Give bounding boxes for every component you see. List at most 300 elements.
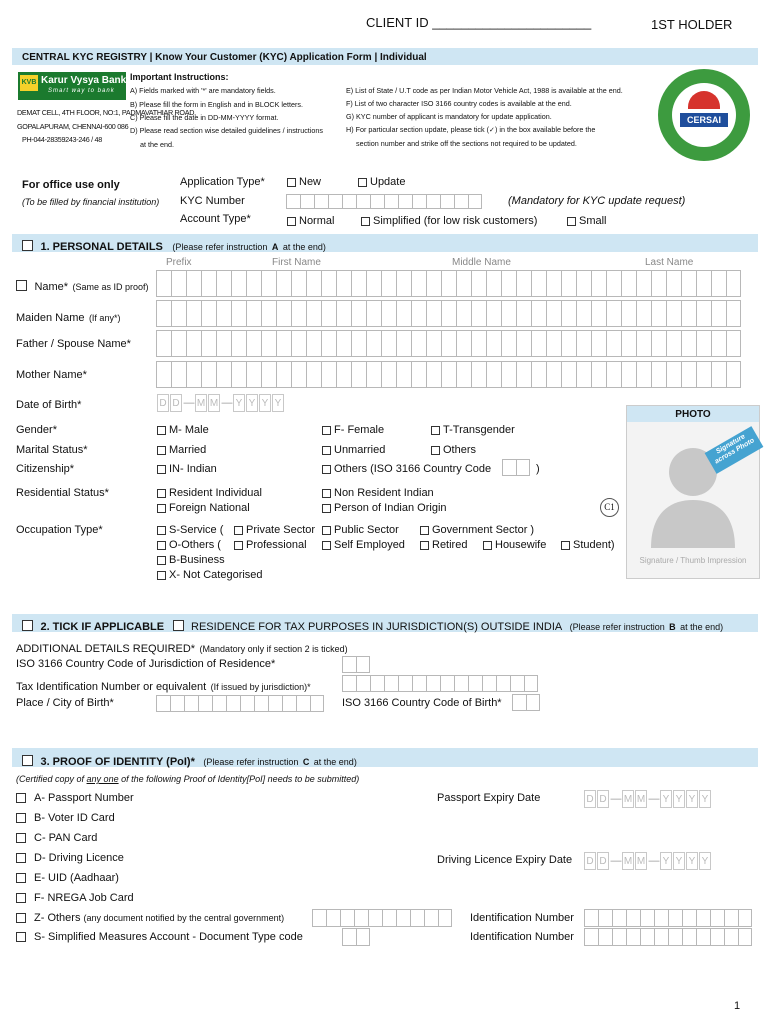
professional-checkbox[interactable] [234, 541, 243, 550]
char-box[interactable] [286, 194, 300, 209]
char-box[interactable] [381, 300, 396, 327]
poi-others[interactable] [16, 912, 284, 924]
char-box[interactable] [576, 300, 591, 327]
occ-govt[interactable] [420, 524, 534, 536]
char-box[interactable] [351, 300, 366, 327]
char-box[interactable] [621, 330, 636, 357]
char-box[interactable] [471, 330, 486, 357]
char-box[interactable] [651, 300, 666, 327]
char-box[interactable] [261, 330, 276, 357]
small-checkbox[interactable] [567, 217, 576, 226]
char-box[interactable] [598, 928, 612, 946]
mother-boxes[interactable] [156, 361, 741, 388]
pe-y3[interactable]: Y [686, 790, 698, 808]
char-box[interactable] [441, 361, 456, 388]
new-checkbox[interactable] [287, 178, 296, 187]
char-box[interactable] [651, 270, 666, 297]
char-box[interactable] [381, 330, 396, 357]
char-box[interactable] [668, 909, 682, 927]
char-box[interactable] [366, 300, 381, 327]
char-box[interactable] [306, 300, 321, 327]
res-pio[interactable] [322, 502, 447, 514]
char-box[interactable] [696, 300, 711, 327]
marital-married[interactable] [157, 444, 206, 456]
identification-number-2-boxes[interactable] [584, 928, 752, 946]
char-box[interactable] [312, 909, 326, 927]
char-box[interactable] [468, 194, 482, 209]
char-box[interactable] [681, 361, 696, 388]
business-checkbox[interactable] [157, 556, 166, 565]
char-box[interactable] [398, 675, 412, 692]
char-box[interactable] [501, 330, 516, 357]
char-box[interactable] [426, 361, 441, 388]
char-box[interactable] [636, 300, 651, 327]
section1-checkbox[interactable] [22, 240, 33, 251]
char-box[interactable] [666, 270, 681, 297]
char-box[interactable] [321, 270, 336, 297]
char-box[interactable] [201, 361, 216, 388]
char-box[interactable] [426, 194, 440, 209]
update-checkbox[interactable] [358, 178, 367, 187]
simplified-measures-checkbox[interactable] [16, 932, 26, 942]
app-type-new[interactable] [287, 176, 321, 188]
char-box[interactable] [696, 330, 711, 357]
pio-checkbox[interactable] [322, 504, 331, 513]
char-box[interactable] [546, 300, 561, 327]
student-checkbox[interactable] [561, 541, 570, 550]
char-box[interactable] [516, 361, 531, 388]
char-box[interactable] [516, 459, 530, 476]
char-box[interactable] [170, 695, 184, 712]
char-box[interactable] [666, 361, 681, 388]
char-box[interactable] [186, 300, 201, 327]
char-box[interactable] [396, 300, 411, 327]
poi-simplified[interactable] [16, 931, 303, 943]
char-box[interactable] [306, 361, 321, 388]
char-box[interactable] [738, 909, 752, 927]
occ-professional[interactable] [234, 539, 307, 551]
indian-checkbox[interactable] [157, 465, 166, 474]
char-box[interactable] [711, 300, 726, 327]
char-box[interactable] [156, 361, 171, 388]
occ-private[interactable] [234, 524, 315, 536]
app-type-update[interactable] [358, 176, 405, 188]
char-box[interactable] [336, 330, 351, 357]
char-box[interactable] [471, 300, 486, 327]
housewife-checkbox[interactable] [483, 541, 492, 550]
char-box[interactable] [336, 270, 351, 297]
char-box[interactable] [531, 361, 546, 388]
passport-checkbox[interactable] [16, 793, 26, 803]
char-box[interactable] [441, 330, 456, 357]
char-box[interactable] [342, 675, 356, 692]
char-box[interactable] [384, 194, 398, 209]
char-box[interactable] [412, 675, 426, 692]
char-box[interactable] [584, 909, 598, 927]
name-checkbox[interactable] [16, 280, 27, 291]
de-m2[interactable]: M [635, 852, 647, 870]
char-box[interactable] [681, 300, 696, 327]
char-box[interactable] [321, 361, 336, 388]
marital-unmarried[interactable] [322, 444, 385, 456]
char-box[interactable] [326, 909, 340, 927]
char-box[interactable] [426, 675, 440, 692]
char-box[interactable] [186, 361, 201, 388]
char-box[interactable] [291, 300, 306, 327]
char-box[interactable] [268, 695, 282, 712]
char-box[interactable] [666, 330, 681, 357]
section3-checkbox[interactable] [22, 755, 33, 766]
char-box[interactable] [171, 300, 186, 327]
char-box[interactable] [531, 270, 546, 297]
char-box[interactable] [681, 270, 696, 297]
char-box[interactable] [576, 330, 591, 357]
char-box[interactable] [591, 361, 606, 388]
de-d1[interactable]: D [584, 852, 596, 870]
char-box[interactable] [321, 330, 336, 357]
public-checkbox[interactable] [322, 526, 331, 535]
char-box[interactable] [426, 330, 441, 357]
char-box[interactable] [626, 928, 640, 946]
char-box[interactable] [561, 361, 576, 388]
char-box[interactable] [276, 361, 291, 388]
char-box[interactable] [396, 270, 411, 297]
char-box[interactable] [368, 909, 382, 927]
char-box[interactable] [261, 300, 276, 327]
char-box[interactable] [261, 361, 276, 388]
uid-checkbox[interactable] [16, 873, 26, 883]
name-boxes[interactable] [156, 270, 741, 297]
de-y1[interactable]: Y [660, 852, 672, 870]
char-box[interactable] [411, 330, 426, 357]
char-box[interactable] [636, 270, 651, 297]
char-box[interactable] [501, 361, 516, 388]
account-normal[interactable] [287, 215, 334, 227]
char-box[interactable] [576, 270, 591, 297]
occ-housewife[interactable] [483, 539, 546, 551]
poi-passport[interactable] [16, 792, 134, 804]
char-box[interactable] [411, 361, 426, 388]
char-box[interactable] [356, 656, 370, 673]
de-y2[interactable]: Y [673, 852, 685, 870]
char-box[interactable] [516, 270, 531, 297]
poi-uid[interactable] [16, 872, 119, 884]
occ-business[interactable] [157, 554, 225, 566]
char-box[interactable] [276, 270, 291, 297]
char-box[interactable] [696, 909, 710, 927]
dob-m2[interactable]: M [208, 394, 220, 412]
res-foreign[interactable] [157, 502, 250, 514]
char-box[interactable] [328, 194, 342, 209]
char-box[interactable] [340, 909, 354, 927]
de-d2[interactable]: D [597, 852, 609, 870]
dob-m1[interactable]: M [195, 394, 207, 412]
char-box[interactable] [454, 194, 468, 209]
char-box[interactable] [212, 695, 226, 712]
char-box[interactable] [636, 361, 651, 388]
char-box[interactable] [356, 194, 370, 209]
char-box[interactable] [171, 270, 186, 297]
pe-d1[interactable]: D [584, 790, 596, 808]
char-box[interactable] [366, 270, 381, 297]
char-box[interactable] [351, 361, 366, 388]
char-box[interactable] [696, 270, 711, 297]
char-box[interactable] [198, 695, 212, 712]
char-box[interactable] [651, 361, 666, 388]
char-box[interactable] [510, 675, 524, 692]
char-box[interactable] [306, 330, 321, 357]
char-box[interactable] [411, 300, 426, 327]
section2-checkbox[interactable] [22, 620, 33, 631]
iso-residence-boxes[interactable] [342, 656, 370, 673]
char-box[interactable] [456, 361, 471, 388]
poi-pan[interactable] [16, 832, 97, 844]
normal-checkbox[interactable] [287, 217, 296, 226]
char-box[interactable] [598, 909, 612, 927]
char-box[interactable] [184, 695, 198, 712]
pe-y1[interactable]: Y [660, 790, 672, 808]
maiden-boxes[interactable] [156, 300, 741, 327]
char-box[interactable] [440, 194, 454, 209]
govt-checkbox[interactable] [420, 526, 429, 535]
nrega-checkbox[interactable] [16, 893, 26, 903]
char-box[interactable] [231, 270, 246, 297]
char-box[interactable] [424, 909, 438, 927]
passport-expiry-date[interactable] [584, 790, 712, 808]
char-box[interactable] [240, 695, 254, 712]
char-box[interactable] [231, 300, 246, 327]
char-box[interactable] [412, 194, 426, 209]
char-box[interactable] [314, 194, 328, 209]
occ-service[interactable] [157, 524, 223, 536]
char-box[interactable] [342, 656, 356, 673]
char-box[interactable] [654, 909, 668, 927]
char-box[interactable] [738, 928, 752, 946]
dl-checkbox[interactable] [16, 853, 26, 863]
char-box[interactable] [640, 928, 654, 946]
char-box[interactable] [231, 330, 246, 357]
char-box[interactable] [396, 330, 411, 357]
char-box[interactable] [396, 909, 410, 927]
char-box[interactable] [468, 675, 482, 692]
char-box[interactable] [351, 270, 366, 297]
char-box[interactable] [471, 270, 486, 297]
dob-date[interactable] [157, 394, 285, 412]
char-box[interactable] [591, 300, 606, 327]
char-box[interactable] [711, 270, 726, 297]
char-box[interactable] [216, 270, 231, 297]
char-box[interactable] [438, 909, 452, 927]
char-box[interactable] [296, 695, 310, 712]
char-box[interactable] [726, 270, 741, 297]
char-box[interactable] [410, 909, 424, 927]
char-box[interactable] [640, 909, 654, 927]
char-box[interactable] [201, 330, 216, 357]
private-checkbox[interactable] [234, 526, 243, 535]
gender-male[interactable] [157, 424, 209, 436]
dob-y3[interactable]: Y [259, 394, 271, 412]
retired-checkbox[interactable] [420, 541, 429, 550]
pan-checkbox[interactable] [16, 833, 26, 843]
char-box[interactable] [456, 330, 471, 357]
pe-m1[interactable]: M [622, 790, 634, 808]
dob-y2[interactable]: Y [246, 394, 258, 412]
char-box[interactable] [486, 361, 501, 388]
char-box[interactable] [486, 330, 501, 357]
char-box[interactable] [612, 928, 626, 946]
poi-nrega[interactable] [16, 892, 134, 904]
char-box[interactable] [606, 270, 621, 297]
char-box[interactable] [381, 361, 396, 388]
char-box[interactable] [354, 909, 368, 927]
char-box[interactable] [724, 909, 738, 927]
char-box[interactable] [276, 300, 291, 327]
pe-y2[interactable]: Y [673, 790, 685, 808]
char-box[interactable] [726, 361, 741, 388]
char-box[interactable] [398, 194, 412, 209]
female-checkbox[interactable] [322, 426, 331, 435]
char-box[interactable] [186, 330, 201, 357]
account-simplified[interactable] [361, 215, 537, 227]
dl-expiry-date[interactable] [584, 852, 712, 870]
char-box[interactable] [246, 300, 261, 327]
char-box[interactable] [356, 675, 370, 692]
char-box[interactable] [561, 300, 576, 327]
foreign-checkbox[interactable] [157, 504, 166, 513]
char-box[interactable] [300, 194, 314, 209]
nri-checkbox[interactable] [322, 489, 331, 498]
char-box[interactable] [531, 330, 546, 357]
gender-female[interactable] [322, 424, 384, 436]
char-box[interactable] [291, 330, 306, 357]
char-box[interactable] [486, 300, 501, 327]
char-box[interactable] [254, 695, 268, 712]
doc-type-code-boxes[interactable] [342, 928, 370, 946]
citizenship-indian[interactable] [157, 463, 217, 475]
char-box[interactable] [576, 361, 591, 388]
char-box[interactable] [426, 300, 441, 327]
char-box[interactable] [501, 300, 516, 327]
citizenship-others[interactable] [322, 463, 491, 475]
char-box[interactable] [621, 300, 636, 327]
char-box[interactable] [306, 270, 321, 297]
gender-trans[interactable] [431, 424, 515, 436]
pe-d2[interactable]: D [597, 790, 609, 808]
voter-checkbox[interactable] [16, 813, 26, 823]
char-box[interactable] [501, 270, 516, 297]
char-box[interactable] [336, 300, 351, 327]
de-y4[interactable]: Y [699, 852, 711, 870]
char-box[interactable] [626, 909, 640, 927]
place-birth-boxes[interactable] [156, 695, 324, 712]
char-box[interactable] [516, 330, 531, 357]
char-box[interactable] [216, 330, 231, 357]
char-box[interactable] [454, 675, 468, 692]
char-box[interactable] [441, 300, 456, 327]
dob-y1[interactable]: Y [233, 394, 245, 412]
char-box[interactable] [310, 695, 324, 712]
char-box[interactable] [654, 928, 668, 946]
char-box[interactable] [682, 909, 696, 927]
char-box[interactable] [384, 675, 398, 692]
res-nri[interactable] [322, 487, 434, 499]
char-box[interactable] [291, 361, 306, 388]
male-checkbox[interactable] [157, 426, 166, 435]
married-checkbox[interactable] [157, 446, 166, 455]
char-box[interactable] [226, 695, 240, 712]
de-m1[interactable]: M [622, 852, 634, 870]
occ-others[interactable] [157, 539, 221, 551]
char-box[interactable] [496, 675, 510, 692]
char-box[interactable] [282, 695, 296, 712]
char-box[interactable] [186, 270, 201, 297]
char-box[interactable] [291, 270, 306, 297]
photo-box[interactable] [626, 405, 760, 579]
char-box[interactable] [342, 928, 356, 946]
char-box[interactable] [456, 270, 471, 297]
char-box[interactable] [710, 928, 724, 946]
char-box[interactable] [561, 270, 576, 297]
char-box[interactable] [370, 675, 384, 692]
char-box[interactable] [546, 270, 561, 297]
char-box[interactable] [381, 270, 396, 297]
account-small[interactable] [567, 215, 607, 227]
occ-student[interactable] [561, 539, 615, 551]
poi-voter[interactable] [16, 812, 115, 824]
z-others-boxes[interactable] [312, 909, 452, 927]
occ-self[interactable] [322, 539, 405, 551]
char-box[interactable] [276, 330, 291, 357]
char-box[interactable] [351, 330, 366, 357]
z-others-checkbox[interactable] [16, 913, 26, 923]
poi-dl[interactable] [16, 852, 124, 864]
char-box[interactable] [171, 361, 186, 388]
dob-d1[interactable]: D [157, 394, 169, 412]
char-box[interactable] [261, 270, 276, 297]
char-box[interactable] [612, 909, 626, 927]
de-y3[interactable]: Y [686, 852, 698, 870]
char-box[interactable] [516, 300, 531, 327]
char-box[interactable] [246, 361, 261, 388]
father-boxes[interactable] [156, 330, 741, 357]
char-box[interactable] [724, 928, 738, 946]
char-box[interactable] [486, 270, 501, 297]
occ-retired[interactable] [420, 539, 467, 551]
occ-public[interactable] [322, 524, 399, 536]
char-box[interactable] [696, 928, 710, 946]
char-box[interactable] [366, 361, 381, 388]
char-box[interactable] [546, 361, 561, 388]
pe-m2[interactable]: M [635, 790, 647, 808]
char-box[interactable] [356, 928, 370, 946]
char-box[interactable] [156, 270, 171, 297]
char-box[interactable] [546, 330, 561, 357]
char-box[interactable] [681, 330, 696, 357]
char-box[interactable] [726, 300, 741, 327]
char-box[interactable] [726, 330, 741, 357]
char-box[interactable] [441, 270, 456, 297]
char-box[interactable] [666, 300, 681, 327]
dob-d2[interactable]: D [170, 394, 182, 412]
char-box[interactable] [531, 300, 546, 327]
simplified-checkbox[interactable] [361, 217, 370, 226]
char-box[interactable] [561, 330, 576, 357]
char-box[interactable] [456, 300, 471, 327]
char-box[interactable] [512, 694, 526, 711]
char-box[interactable] [426, 270, 441, 297]
char-box[interactable] [524, 675, 538, 692]
char-box[interactable] [636, 330, 651, 357]
